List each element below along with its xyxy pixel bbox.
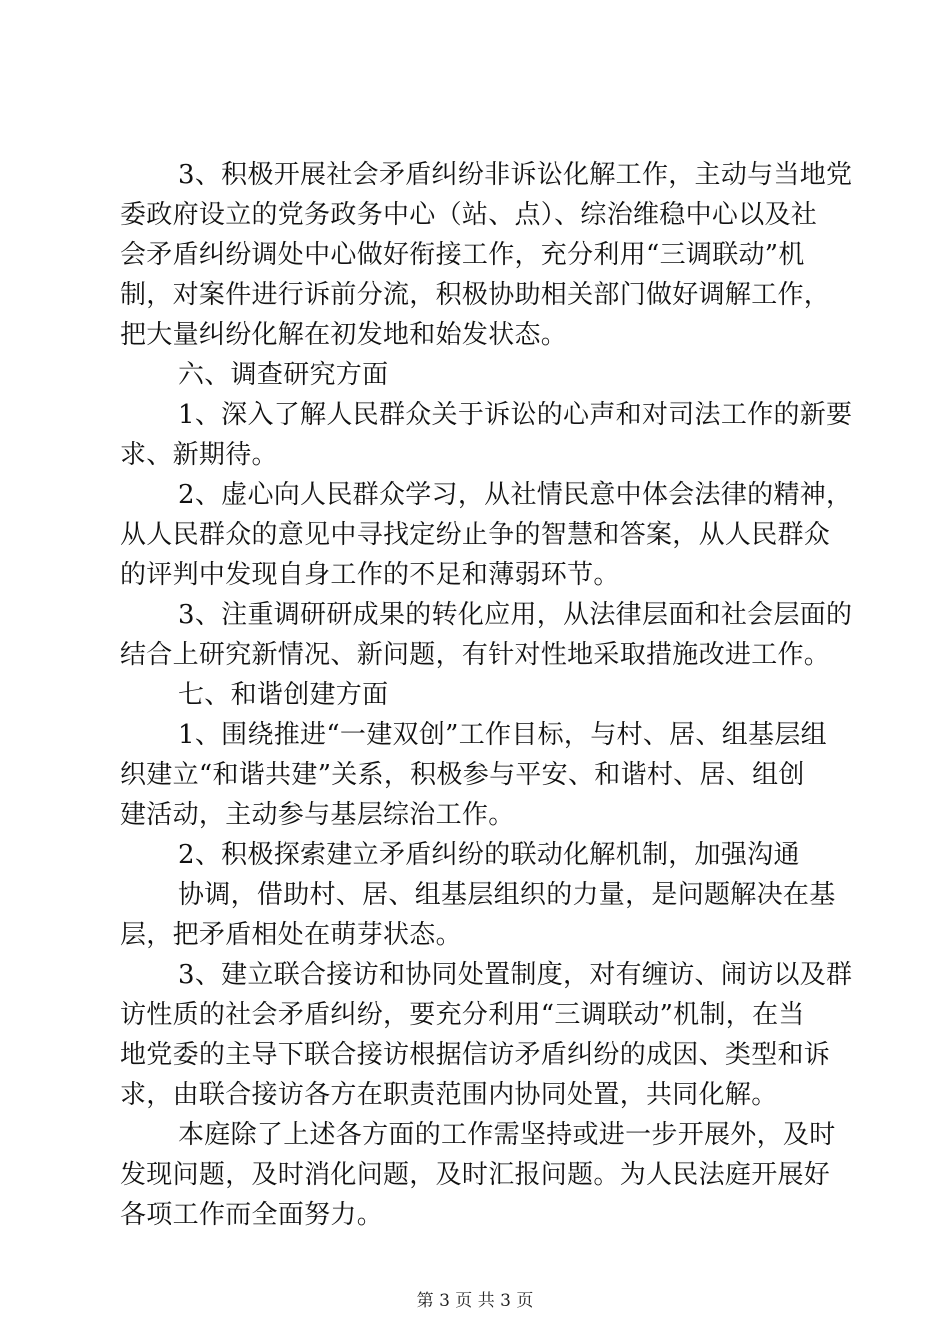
text-line: 发现问题，及时消化问题，及时汇报问题。为人民法庭开展好 (120, 1160, 831, 1190)
text-line: 的评判中发现自身工作的不足和薄弱环节。 (120, 560, 620, 590)
text-line: 各项工作而全面努力。 (120, 1200, 384, 1230)
text-line: 织建立“和谐共建”关系，积极参与平安、和谐村、居、组创 (120, 760, 805, 790)
document-body (120, 155, 853, 1235)
text-line: 2、积极探索建立矛盾纠纷的联动化解机制，加强沟通 (178, 840, 800, 870)
text-line: 1、围绕推进“一建双创”工作目标，与村、居、组基层组 (178, 720, 827, 750)
text-line: 层，把矛盾相处在萌芽状态。 (120, 920, 462, 950)
text-line: 制，对案件进行诉前分流，积极协助相关部门做好调解工作， (120, 280, 831, 310)
text-line: 七、和谐创建方面 (178, 680, 389, 710)
text-line: 2、虚心向人民群众学习，从社情民意中体会法律的精神， (178, 480, 853, 510)
text-line: 委政府设立的党务政务中心（站、点）、综治维稳中心以及社 (120, 200, 818, 230)
text-line: 3、积极开展社会矛盾纠纷非诉讼化解工作，主动与当地党 (178, 160, 853, 190)
text-line: 把大量纠纷化解在初发地和始发状态。 (120, 320, 568, 350)
text-line: 协调，借助村、居、组基层组织的力量，是问题解决在基 (178, 880, 836, 910)
text-line: 地党委的主导下联合接访根据信访矛盾纠纷的成因、类型和诉 (120, 1040, 831, 1070)
text-line: 本庭除了上述各方面的工作需坚持或进一步开展外，及时 (178, 1120, 836, 1150)
text-line: 建活动，主动参与基层综治工作。 (120, 800, 515, 830)
text-line: 结合上研究新情况、新问题，有针对性地采取措施改进工作。 (120, 640, 831, 670)
page-footer (0, 1290, 950, 1312)
text-line: 访性质的社会矛盾纠纷，要充分利用“三调联动”机制，在当 (120, 1000, 805, 1030)
text-line: 3、注重调研研成果的转化应用，从法律层面和社会层面的 (178, 600, 853, 630)
text-line: 3、建立联合接访和协同处置制度，对有缠访、闹访以及群 (178, 960, 853, 990)
text-line: 求，由联合接访各方在职责范围内协同处置，共同化解。 (120, 1080, 778, 1110)
text-line: 会矛盾纠纷调处中心做好衔接工作，充分利用“三调联动”机 (120, 240, 805, 270)
page-number-label: 第 3 页 共 3 页 (416, 1291, 534, 1311)
text-line: 求、新期待。 (120, 440, 278, 470)
text-line: 六、调查研究方面 (178, 360, 389, 390)
text-line: 1、深入了解人民群众关于诉讼的心声和对司法工作的新要 (178, 400, 853, 430)
text-line: 从人民群众的意见中寻找定纷止争的智慧和答案，从人民群众 (120, 520, 831, 550)
